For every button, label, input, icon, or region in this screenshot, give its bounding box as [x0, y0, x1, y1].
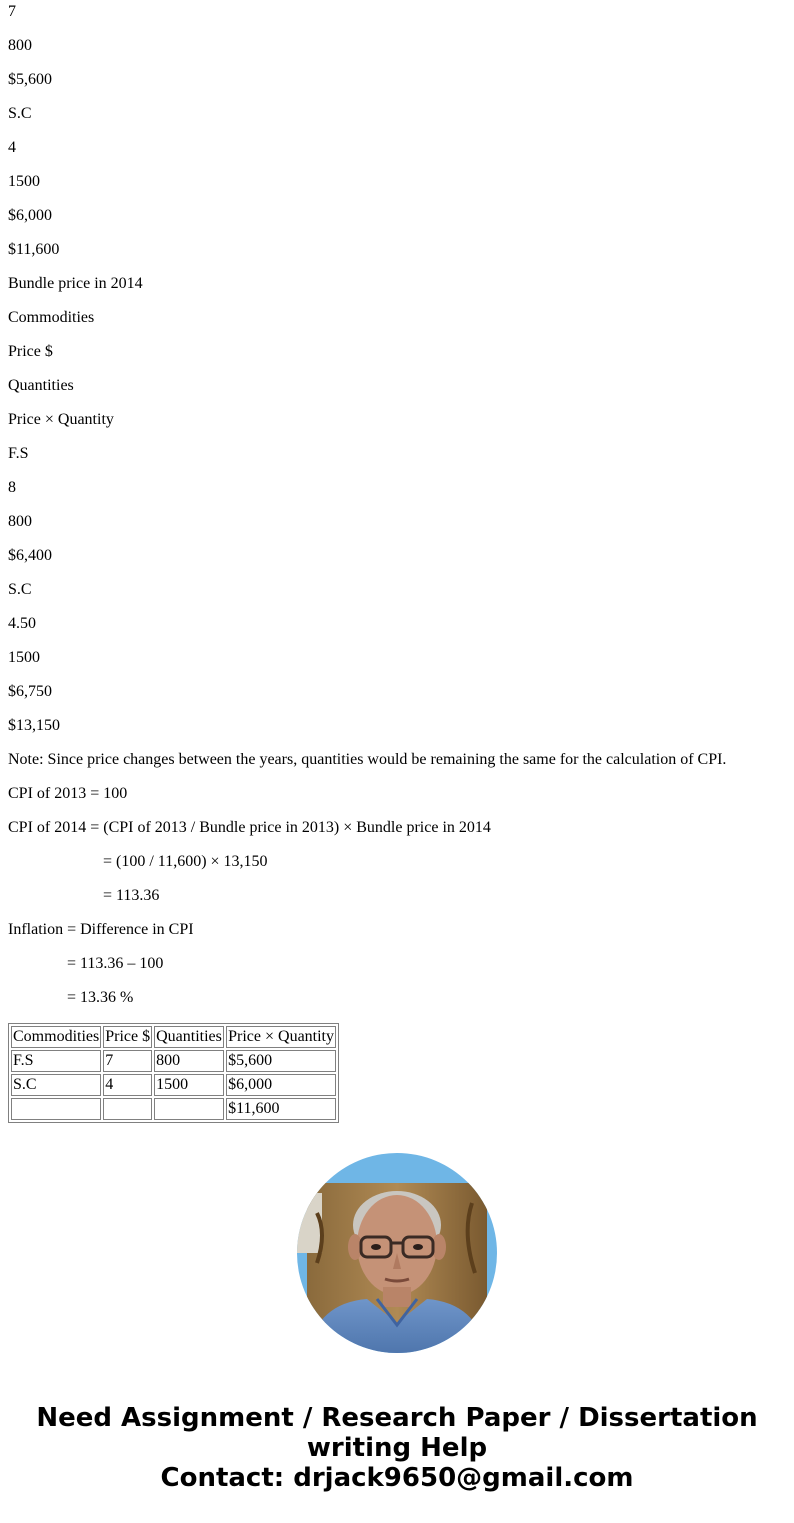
- text-line: 4.50: [8, 615, 36, 632]
- formula-line: = 113.36 – 100: [67, 955, 164, 972]
- text-line: $6,750: [8, 683, 52, 700]
- text-line: $6,000: [8, 207, 52, 224]
- table-cell: 7: [103, 1050, 152, 1072]
- table-cell: 800: [154, 1050, 224, 1072]
- table-cell: 4: [103, 1074, 152, 1096]
- text-line: $13,150: [8, 717, 60, 734]
- text-line: F.S: [8, 445, 29, 462]
- text-line: Price × Quantity: [8, 411, 114, 428]
- text-line: 1500: [8, 649, 40, 666]
- note-text: Note: Since price changes between the years, quantities would be remaining the same for the calculation of CPI.: [8, 751, 727, 768]
- text-line: Commodities: [8, 309, 95, 326]
- text-line: 4: [8, 139, 16, 156]
- text-line: 7: [8, 3, 16, 20]
- table-row: [11, 1050, 336, 1072]
- table-header-cell: Price $: [103, 1026, 152, 1048]
- table-cell: [154, 1098, 224, 1120]
- text-line: S.C: [8, 581, 32, 598]
- formula-line: = 13.36 %: [67, 989, 134, 1006]
- formula-line: CPI of 2013 = 100: [8, 785, 128, 802]
- section-heading: Bundle price in 2014: [8, 275, 143, 292]
- table-cell: $5,600: [226, 1050, 336, 1072]
- table-header-cell: Commodities: [11, 1026, 101, 1048]
- promo-banner: [0, 1403, 794, 1493]
- formula-line: = (100 / 11,600) × 13,150: [103, 853, 268, 870]
- text-line: 800: [8, 513, 32, 530]
- text-line: $6,400: [8, 547, 52, 564]
- promo-line: writing Help: [306, 1433, 488, 1463]
- text-line: S.C: [8, 105, 32, 122]
- table-cell: $6,000: [226, 1074, 336, 1096]
- table-header-row: [11, 1026, 336, 1048]
- table-cell: F.S: [11, 1050, 101, 1072]
- table-cell: [103, 1098, 152, 1120]
- text-line: 8: [8, 479, 16, 496]
- avatar-portrait-image: [297, 1153, 497, 1353]
- table-cell: $11,600: [226, 1098, 336, 1120]
- formula-line: Inflation = Difference in CPI: [8, 921, 194, 938]
- formula-line: = 113.36: [103, 887, 160, 904]
- bundle-price-table: [8, 1023, 339, 1123]
- text-line: $11,600: [8, 241, 60, 258]
- formula-line: CPI of 2014 = (CPI of 2013 / Bundle price in 2013) × Bundle price in 2014: [8, 819, 491, 836]
- text-line: Quantities: [8, 377, 74, 394]
- text-line: $5,600: [8, 71, 52, 88]
- table-cell: [11, 1098, 101, 1120]
- text-line: 1500: [8, 173, 40, 190]
- text-line: 800: [8, 37, 32, 54]
- text-line: Price $: [8, 343, 53, 360]
- table-row: [11, 1074, 336, 1096]
- promo-line: Need Assignment / Research Paper / Dissertation: [36, 1403, 758, 1433]
- table-header-cell: Price × Quantity: [226, 1026, 336, 1048]
- table-row: [11, 1098, 336, 1120]
- table-cell: S.C: [11, 1074, 101, 1096]
- table-header-cell: Quantities: [154, 1026, 224, 1048]
- avatar: [297, 1153, 497, 1353]
- contact-email: Contact: drjack9650@gmail.com: [160, 1463, 634, 1493]
- table-cell: 1500: [154, 1074, 224, 1096]
